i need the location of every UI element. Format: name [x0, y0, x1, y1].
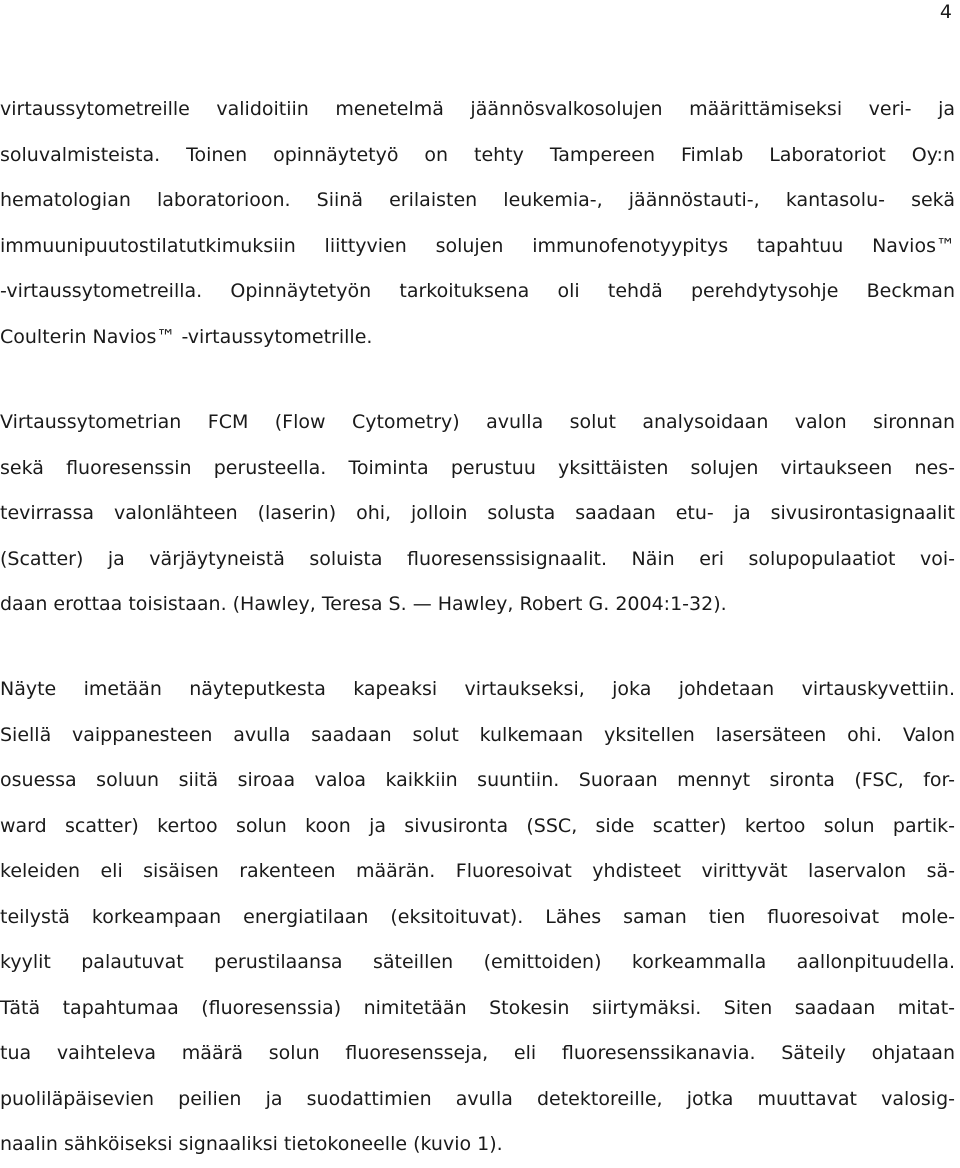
- page-number: 4: [939, 1, 952, 23]
- text-line: Virtaussytometrian FCM (Flow Cytometry) avulla solut analysoidaan valon sironnan: [0, 411, 955, 433]
- text-line: Näyte imetään näyteputkesta kapeaksi virtaukseksi, joka johdetaan virtauskyvettiin.: [0, 678, 955, 700]
- paragraph-flow-cytometry-principle: [0, 400, 955, 628]
- text-line: immuunipuutostilatutkimuksiin liittyvien solujen immunofenotyypitys tapahtuu Navios™: [0, 234, 955, 257]
- text-line: soluvalmisteista. Toinen opinnäytetyö on tehty Tampereen Fimlab Laboratoriot Oy:n: [0, 143, 955, 166]
- text-line: (Scatter) ja värjäytyneistä soluista fluoresenssisignaalit. Näin eri solupopulaatiot voi-: [0, 547, 955, 570]
- text-line: Coulterin Navios™ -virtaussytometrille.: [0, 325, 373, 348]
- text-line: ward scatter) kertoo solun koon ja sivusironta (SSC, side scatter) kertoo solun partik-: [0, 814, 955, 837]
- text-line: -virtaussytometreilla. Opinnäytetyön tarkoituksena oli tehdä perehdytysohje Beckman: [0, 280, 955, 302]
- text-line: Siellä vaippanesteen avulla saadaan solut kulkemaan yksitellen lasersäteen ohi. Valon: [0, 723, 955, 746]
- text-line: hematologian laboratorioon. Siinä erilaisten leukemia-, jäännöstauti-, kantasolu- sekä: [0, 189, 955, 211]
- text-line: Tätä tapahtumaa (fluoresenssia) nimitetään Stokesin siirtymäksi. Siten saadaan mitat-: [0, 996, 955, 1019]
- text-line: tua vaihteleva määrä solun fluoresensseja, eli fluoresenssikanavia. Säteily ohjataan: [0, 1042, 955, 1064]
- text-line: tevirrassa valonlähteen (laserin) ohi, jolloin solusta saadaan etu- ja sivusirontasignaalit: [0, 502, 955, 524]
- text-line: daan erottaa toisistaan. (Hawley, Teresa S. — Hawley, Robert G. 2004:1-32).: [0, 593, 727, 615]
- paragraph-sample-measurement: [0, 667, 955, 1168]
- text-line: kyylit palautuvat perustilaansa säteillen (emittoiden) korkeammalla aallonpituudella.: [0, 951, 955, 973]
- text-line: naalin sähköiseksi signaaliksi tietokoneelle (kuvio 1).: [0, 1133, 503, 1155]
- text-line: teilystä korkeampaan energiatilaan (eksitoituvat). Lähes saman tien fluoresoivat mole-: [0, 905, 955, 928]
- text-line: osuessa soluun siitä siroaa valoa kaikkiin suuntiin. Suoraan mennyt sironta (FSC, for-: [0, 769, 955, 791]
- text-line: keleiden eli sisäisen rakenteen määrän. Fluoresoivat yhdisteet virittyvät laservalon sä-: [0, 860, 955, 882]
- text-line: virtaussytometreille validoitiin menetelmä jäännösvalkosolujen määrittämiseksi veri- ja: [0, 98, 955, 120]
- text-line: sekä fluoresenssin perusteella. Toiminta perustuu yksittäisten solujen virtaukseen nes-: [0, 456, 955, 479]
- paragraph-flow-cytometer-theses: [0, 87, 955, 360]
- text-line: puoliläpäisevien peilien ja suodattimien avulla detektoreille, jotka muuttavat valosig-: [0, 1087, 955, 1110]
